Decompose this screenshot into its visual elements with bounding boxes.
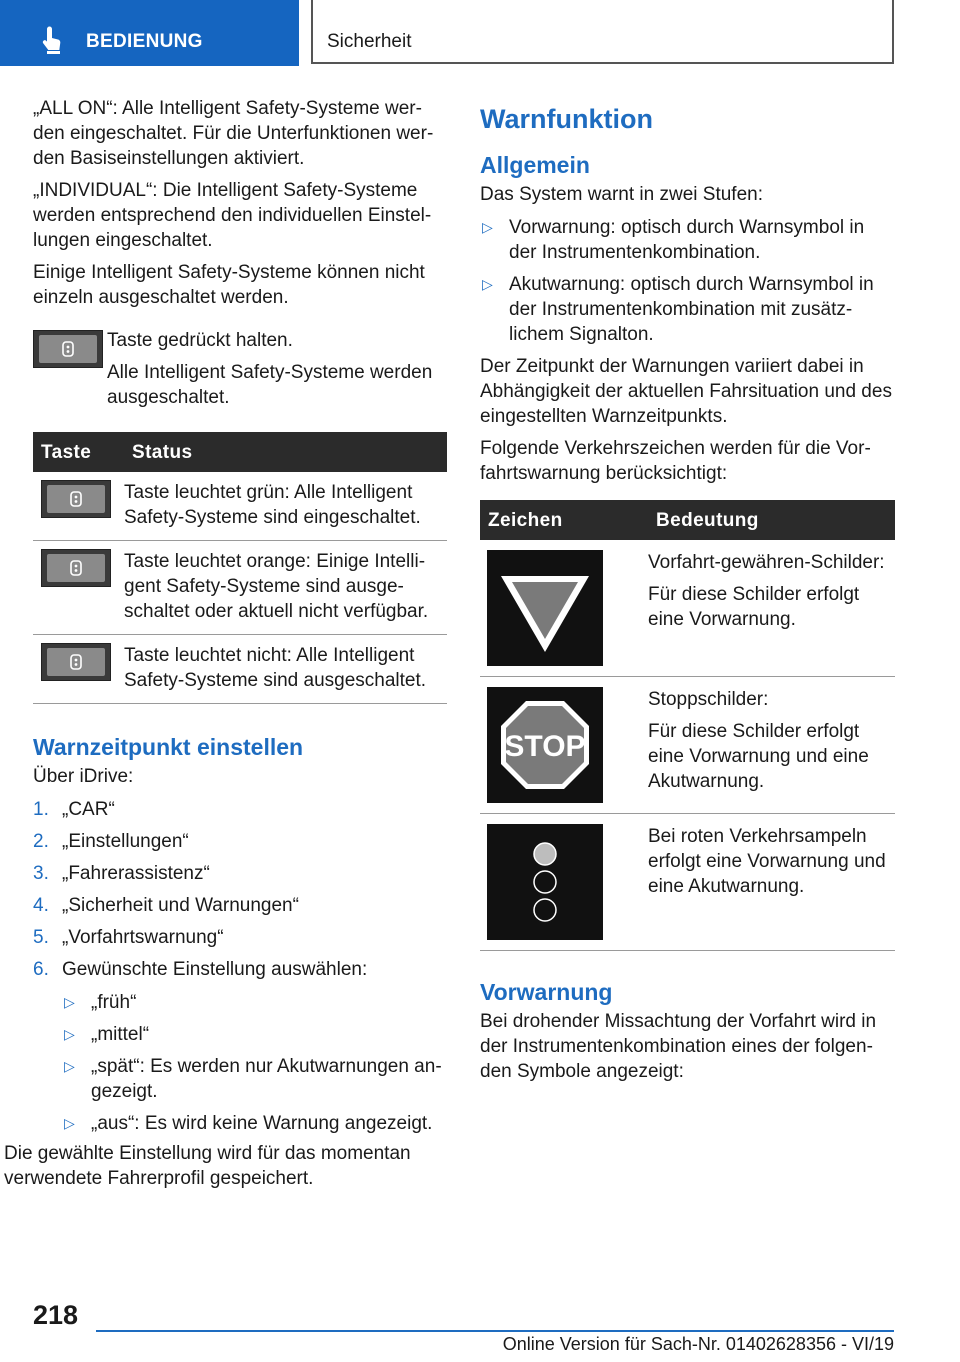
list-item: 1. „CAR“ <box>33 799 115 820</box>
list-item: ▷ „aus“: Es wird keine Warnung angezeigt. <box>64 1113 433 1134</box>
signs-paragraph: Folgende Verkehrszeichen werden für die Vorfahrtswarnung berücksichtigt: <box>480 438 871 484</box>
triangle-bullet-icon: ▷ <box>64 1115 75 1131</box>
instruction-line-1: Taste gedrückt halten. <box>107 330 293 351</box>
vorwarnung-paragraph: Bei drohender Missachtung der Vorfahrt wird in der Instrumentenkombination eines der folgenden Symbole angezeigt: <box>480 1011 877 1082</box>
button-status-table <box>33 432 447 704</box>
sign-description: Für diese Schilder erfolgt eine Vorwarnung. <box>648 584 860 630</box>
triangle-bullet-icon: ▷ <box>482 219 493 235</box>
section-tab <box>0 0 299 66</box>
paragraph-all-on: „ALL ON“: Alle Intelligent Safety-Systeme werden eingeschaltet. Für die Unterfunktionen werden Basiseinstellungen aktiviert. <box>33 98 434 169</box>
right-column <box>480 102 895 1091</box>
settings-steps <box>33 797 447 1136</box>
list-item: 4. „Sicherheit und Warnungen“ <box>33 895 299 916</box>
list-item: 3. „Fahrerassistenz“ <box>33 863 210 884</box>
table-row <box>480 814 895 951</box>
list-item: 6. Gewünschte Einstellung auswählen: ▷ „früh“ ▷ „mittel“ ▷ „spät“: Es werden nur Akutwarnungen angezeigt. ▷ „aus“: Es wird keine Warnung angezeigt. <box>33 957 447 1136</box>
status-text: Taste leuchtet nicht: Alle Intelligent Safety-Systeme sind ausgeschaltet. <box>124 635 447 704</box>
safety-car-icon <box>68 559 84 577</box>
triangle-bullet-icon: ▷ <box>64 994 75 1010</box>
option-list <box>62 990 447 1136</box>
idrive-intro: Über iDrive: <box>33 766 134 787</box>
section-tab-label: BEDIENUNG <box>86 31 203 52</box>
sign-description: Stoppschilder: <box>648 689 769 710</box>
table-row <box>33 635 447 704</box>
list-item: ▷ Akutwarnung: optisch durch Warnsymbol in der Instrumentenkombination mit zusätzlichem Signalton. <box>482 274 874 345</box>
paragraph-individual: „INDIVIDUAL“: Die Intelligent Safety-Systeme werden entsprechend den individuellen Einstellungen eingeschaltet. <box>33 180 432 251</box>
table-row <box>480 677 895 814</box>
traffic-signs-table <box>480 500 895 951</box>
safety-car-icon <box>60 340 76 358</box>
safety-button-image <box>41 549 111 587</box>
safety-button-image <box>33 330 103 368</box>
list-item: ▷ „früh“ <box>64 992 137 1013</box>
safety-car-icon <box>68 653 84 671</box>
left-column <box>4 96 447 1198</box>
list-item: ▷ „mittel“ <box>64 1024 150 1045</box>
safety-car-icon <box>68 490 84 508</box>
traffic-light-icon <box>525 834 565 930</box>
table-header-status: Status <box>124 432 447 472</box>
warning-stages <box>480 215 895 347</box>
safety-button-image <box>41 480 111 518</box>
chapter-title-box <box>311 0 894 64</box>
heading-warnfunktion: Warnfunktion <box>480 104 653 134</box>
traffic-light-image <box>487 824 603 940</box>
timing-paragraph: Der Zeitpunkt der Warnungen variiert dabei in Abhängigkeit der aktuellen Fahrsituation und des eingestellten Warnzeitpunkts. <box>480 356 892 427</box>
sign-description: Bei roten Verkehrsampeln erfolgt eine Vorwarnung und eine Akutwarnung. <box>648 826 886 897</box>
button-instruction <box>33 328 447 410</box>
triangle-bullet-icon: ▷ <box>482 276 493 292</box>
sign-description: Vorfahrt-gewähren-Schilder: <box>648 552 885 573</box>
chapter-title: Sicherheit <box>327 31 412 52</box>
table-row <box>33 472 447 541</box>
triangle-bullet-icon: ▷ <box>64 1058 75 1074</box>
heading-warnzeitpunkt: Warnzeitpunkt einstellen <box>33 734 304 760</box>
closing-paragraph: Die gewählte Einstellung wird für das momentan verwendete Fahrerprofil gespeichert. <box>4 1143 411 1189</box>
hand-pointer-icon <box>38 26 66 54</box>
table-header-taste: Taste <box>33 432 124 472</box>
list-item: ▷ „spät“: Es werden nur Akutwarnungen angezeigt. <box>64 1056 442 1102</box>
table-header-bedeutung: Bedeutung <box>648 500 895 540</box>
instruction-line-2: Alle Intelligent Safety-Systeme werden ausgeschaltet. <box>107 362 433 408</box>
list-item: ▷ Vorwarnung: optisch durch Warnsymbol in der Instrumentenkombination. <box>482 217 865 263</box>
sign-description: Für diese Schilder erfolgt eine Vorwarnung und eine Akutwarnung. <box>648 721 869 792</box>
heading-vorwarnung: Vorwarnung <box>480 979 613 1005</box>
general-intro: Das System warnt in zwei Stufen: <box>480 184 763 205</box>
safety-button-image <box>41 643 111 681</box>
yield-sign-image <box>487 550 603 666</box>
heading-allgemein: Allgemein <box>480 152 590 178</box>
list-item: 5. „Vorfahrtswarnung“ <box>33 927 224 948</box>
table-header-zeichen: Zeichen <box>480 500 648 540</box>
svg-text:STOP: STOP <box>504 730 586 763</box>
list-item: 2. „Einstellungen“ <box>33 831 189 852</box>
triangle-bullet-icon: ▷ <box>64 1026 75 1042</box>
status-text: Taste leuchtet orange: Einige Intelligent Safety-Systeme sind ausgeschaltet oder aktuell nicht verfügbar. <box>124 541 447 635</box>
paragraph-note: Einige Intelligent Safety-Systeme können nicht einzeln ausgeschaltet werden. <box>33 262 425 308</box>
stop-sign-icon <box>497 697 593 793</box>
table-row <box>33 541 447 635</box>
stop-sign-image <box>487 687 603 803</box>
page-number: 218 <box>33 1300 79 1330</box>
table-row <box>480 540 895 677</box>
status-text: Taste leuchtet grün: Alle Intelligent Safety-Systeme sind eingeschaltet. <box>124 472 447 541</box>
yield-sign-icon <box>495 558 595 658</box>
online-version-note: Online Version für Sach-Nr. 01402628356 - VI/19 <box>502 1334 894 1354</box>
